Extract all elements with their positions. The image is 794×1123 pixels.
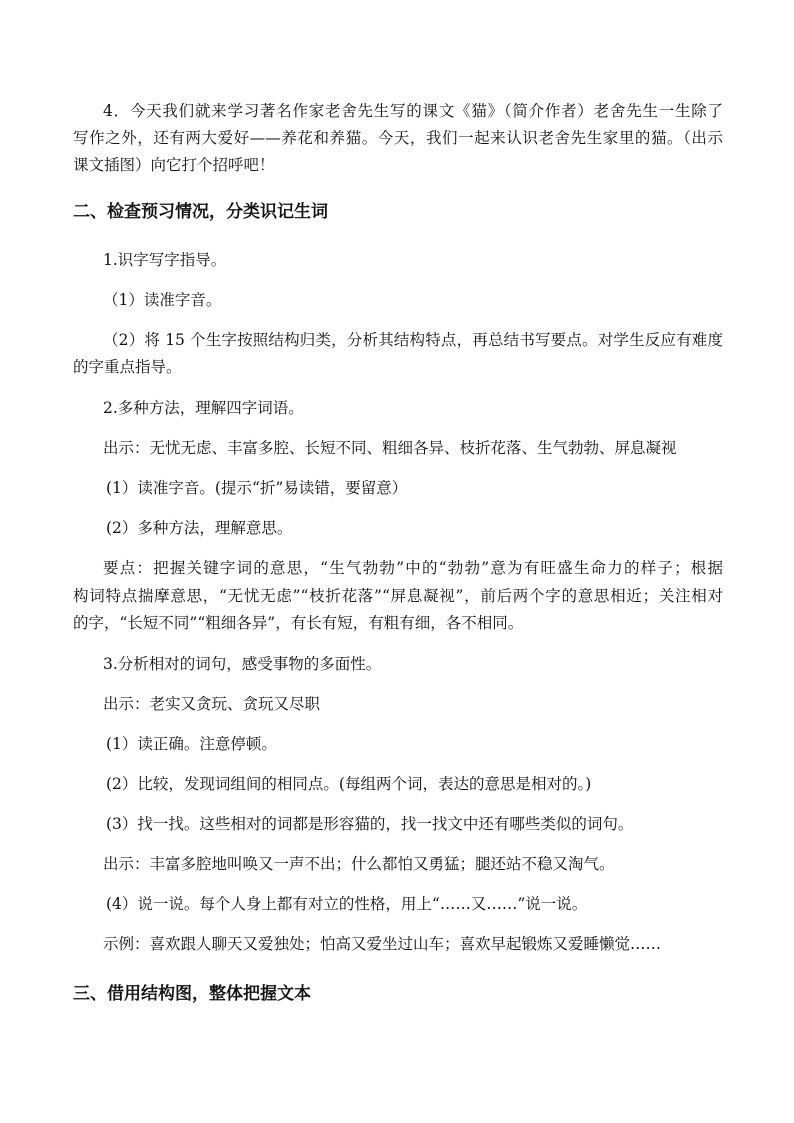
- step-1-title: 1.识字写字指导。: [103, 251, 227, 269]
- step-2-item-2: (2）多种方法，理解意思。: [106, 519, 293, 537]
- step-2-key-line-2: 构词特点揣摩意思，“无忧无虑”“枝折花落”“屏息凝视”，前后两个字的意思相近；关注相对: [73, 587, 723, 605]
- step-3-show-2: 出示：丰富多腔地叫唤又一声不出；什么都怕又勇猛；腿还站不稳又淘气。: [103, 855, 615, 873]
- step-2-key-line-1: 要点：把握关键字词的意思，“生气勃勃”中的“勃勃”意为有旺盛生命力的样子；根据: [103, 559, 723, 577]
- section-heading-2: 二、检查预习情况，分类识记生词: [73, 202, 328, 222]
- section-heading-3: 三、借用结构图，整体把握文本: [73, 984, 311, 1004]
- step-1-item-2-line-1: （2）将 15 个生字按照结构归类，分析其结构特点，再总结书写要点。对学生反应有难度: [103, 331, 723, 349]
- paragraph-4-line-3: 课文插图）向它打个招呼吧！: [73, 156, 275, 174]
- step-2-show: 出示：无忧无虑、丰富多腔、长短不同、粗细各异、枝折花落、生气勃勃、屏息凝视: [103, 439, 677, 457]
- step-1-item-1: （1）读准字音。: [103, 291, 222, 309]
- step-3-item-4: (4）说一说。每个人身上都有对立的性格，用上“……又……”说一说。: [106, 895, 588, 913]
- step-3-title: 3.分析相对的词句，感受事物的多面性。: [103, 655, 382, 673]
- step-3-item-2: (2）比较，发现词组间的相同点。(每组两个词，表达的意思是相对的。): [106, 775, 592, 793]
- step-2-key-line-3: 的字，“长短不同”“粗细各异”，有长有短，有粗有细，各不相同。: [73, 614, 524, 632]
- step-3-item-3: (3）找一找。这些相对的词都是形容猫的，找一找文中还有哪些类似的词句。: [106, 815, 634, 833]
- paragraph-4-line-1: 4．今天我们就来学习著名作家老舍先生写的课文《猫》（简介作者）老舍先生一生除了: [103, 102, 723, 120]
- paragraph-4-line-2: 写作之外，还有两大爱好——养花和养猫。今天，我们一起来认识老舍先生家里的猫。（出示: [73, 129, 723, 147]
- step-2-title: 2.多种方法，理解四字词语。: [103, 399, 304, 417]
- step-3-example: 示例：喜欢跟人聊天又爱独处；怕高又爱坐过山车；喜欢早起锻炼又爱睡懒觉……: [103, 935, 662, 953]
- step-1-item-2-line-2: 的字重点指导。: [73, 358, 182, 376]
- step-2-item-1: (1）读准字音。(提示“折”易读错，要留意）: [106, 479, 408, 497]
- step-3-item-1: (1）读正确。注意停顿。: [106, 735, 277, 753]
- step-3-show: 出示：老实又贪玩、贪玩又尽职: [103, 695, 321, 713]
